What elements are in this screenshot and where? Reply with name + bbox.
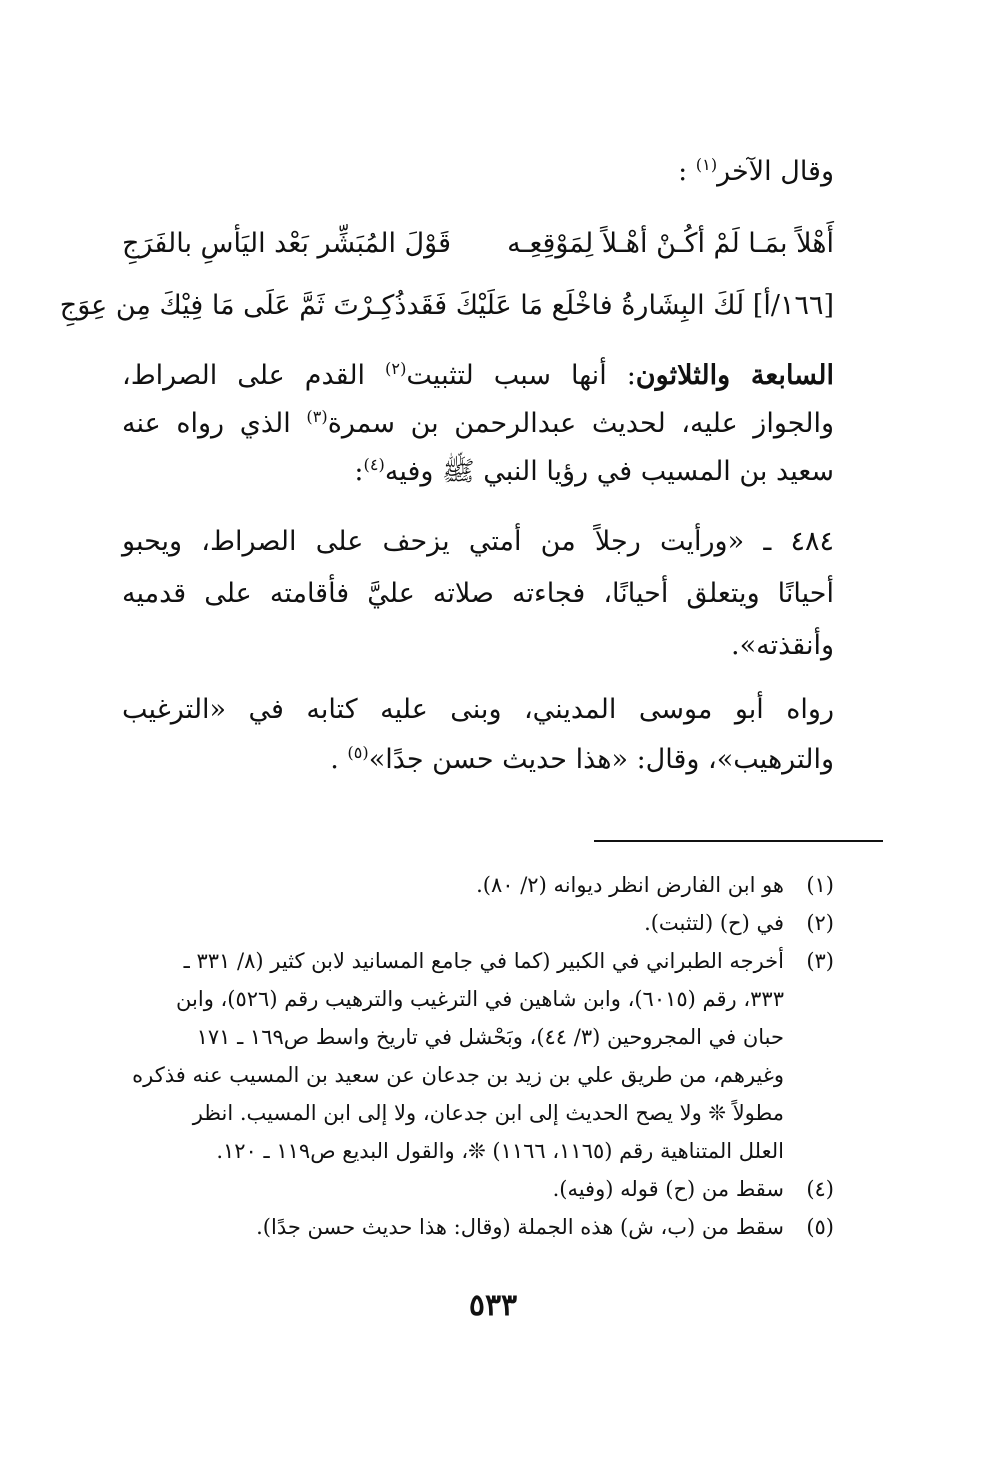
para1-line-1 — [122, 356, 834, 396]
footnote-4 — [122, 1174, 834, 1204]
footnote-3-cont — [122, 984, 834, 1014]
intro-text: وقال الآخر — [717, 156, 834, 187]
para2-text: والترهيب»، وقال: «هذا حديث حسن جدًا» — [368, 744, 834, 775]
footnote-number: (٥) — [806, 1215, 834, 1239]
hadith-line-1 — [122, 522, 834, 562]
verse-hemistich-first: [١٦٦/أ] لَكَ البِشَارةُ فاخْلَع مَا عَلَيْكَ فَقَد — [406, 290, 834, 321]
verse-line-2 — [59, 286, 834, 326]
para2-text: . — [330, 744, 348, 775]
footnote-text: أخرجه الطبراني في الكبير (كما في جامع المسانيد لابن كثير (٨/ ٣٣١ ـ — [183, 949, 784, 973]
footnote-text: سقط من (ح) قوله (وفيه). — [552, 1177, 784, 1201]
verse-line-1 — [122, 224, 834, 264]
footnote-number: (٣) — [806, 949, 834, 973]
footnote-ref-4: (٤) — [363, 455, 385, 474]
para1-line-2 — [122, 404, 834, 444]
para1-text: : — [354, 456, 364, 487]
footnote-3-cont — [122, 1136, 834, 1166]
para1-text: الذي رواه عنه — [122, 408, 307, 439]
page-number: ٥٣٣ — [468, 1288, 518, 1323]
verse-hemistich-first: أَهْلاً بمَـا لَمْ أكُـنْ أهْـلاً لِمَوْقِعِـه — [507, 228, 834, 259]
footnote-2 — [122, 908, 834, 938]
footnote-text: في (ح) (لتثبت). — [644, 911, 784, 935]
footnote-ref-2: (٢) — [385, 359, 407, 378]
intro-colon: : — [678, 156, 696, 187]
para2-line-1 — [122, 690, 834, 730]
footnote-text: وغيرهم، من طريق علي بن زيد بن جدعان عن سعيد بن المسيب عنه فذكره — [132, 1063, 784, 1087]
footnote-divider — [594, 840, 883, 842]
hadith-text: وأنقذته». — [731, 630, 834, 661]
para1-line-3 — [122, 452, 834, 492]
para2-text: رواه أبو موسى المديني، وبنى عليه كتابه في «الترغيب — [122, 694, 834, 725]
footnote-text: مطولاً ❊ ولا يصح الحديث إلى ابن جدعان، ولا إلى ابن المسيب. انظر — [192, 1101, 784, 1125]
para1-text: القدم على الصراط، — [122, 360, 386, 391]
verse-hemistich-second: قَوْلَ المُبَشِّر بَعْد اليَأسِ بالفَرَجِ — [122, 228, 451, 259]
para1-text: والجواز عليه، لحديث عبدالرحمن بن سمرة — [327, 408, 834, 439]
hadith-line-3 — [122, 626, 834, 666]
section-heading: السابعة والثلاثون — [635, 360, 834, 391]
footnote-text: حبان في المجروحين (٣/ ٤٤)، وبَحْشل في تاريخ واسط ص١٦٩ ـ ١٧١ — [196, 1025, 784, 1049]
verse-hemistich-second: ذُكِـرْتَ ثَمَّ عَلَى مَا فِيْكَ مِن عِوَجِ — [59, 290, 407, 321]
footnote-5 — [122, 1212, 834, 1242]
footnote-ref-5: (٥) — [347, 743, 369, 762]
footnote-1 — [122, 870, 834, 900]
footnote-3-cont — [122, 1098, 834, 1128]
footnote-3 — [122, 946, 834, 976]
footnote-text: العلل المتناهية رقم (١١٦٥، ١١٦٦) ❊، والقول البديع ص١١٩ ـ ١٢٠. — [216, 1139, 784, 1163]
footnote-text: ٣٣٣، رقم (٦٠١٥)، وابن شاهين في الترغيب والترهيب رقم (٥٢٦)، وابن — [176, 987, 784, 1011]
footnote-ref-1: (١) — [695, 155, 718, 174]
footnote-3-cont — [122, 1060, 834, 1090]
intro-line — [122, 152, 834, 192]
para1-text: سعيد بن المسيب في رؤيا النبي ﷺ وفيه — [384, 456, 834, 487]
para1-text: : أنها سبب لتثبيت — [406, 360, 636, 391]
hadith-line-2 — [122, 574, 834, 614]
footnote-ref-3: (٣) — [306, 407, 328, 426]
footnote-3-cont — [122, 1022, 834, 1052]
para2-line-2 — [122, 740, 834, 780]
footnote-number: (٤) — [806, 1177, 834, 1201]
hadith-text: ٤٨٤ ـ «ورأيت رجلاً من أمتي يزحف على الصراط، ويحبو — [122, 526, 834, 557]
footnote-number: (١) — [806, 873, 834, 897]
footnote-text: هو ابن الفارض انظر ديوانه (٢/ ٨٠). — [476, 873, 784, 897]
footnote-text: سقط من (ب، ش) هذه الجملة (وقال: هذا حديث حسن جدًا). — [256, 1215, 784, 1239]
hadith-text: أحيانًا ويتعلق أحيانًا، فجاءته صلاته عليَّ فأقامته على قدميه — [122, 578, 834, 609]
footnote-number: (٢) — [806, 911, 834, 935]
